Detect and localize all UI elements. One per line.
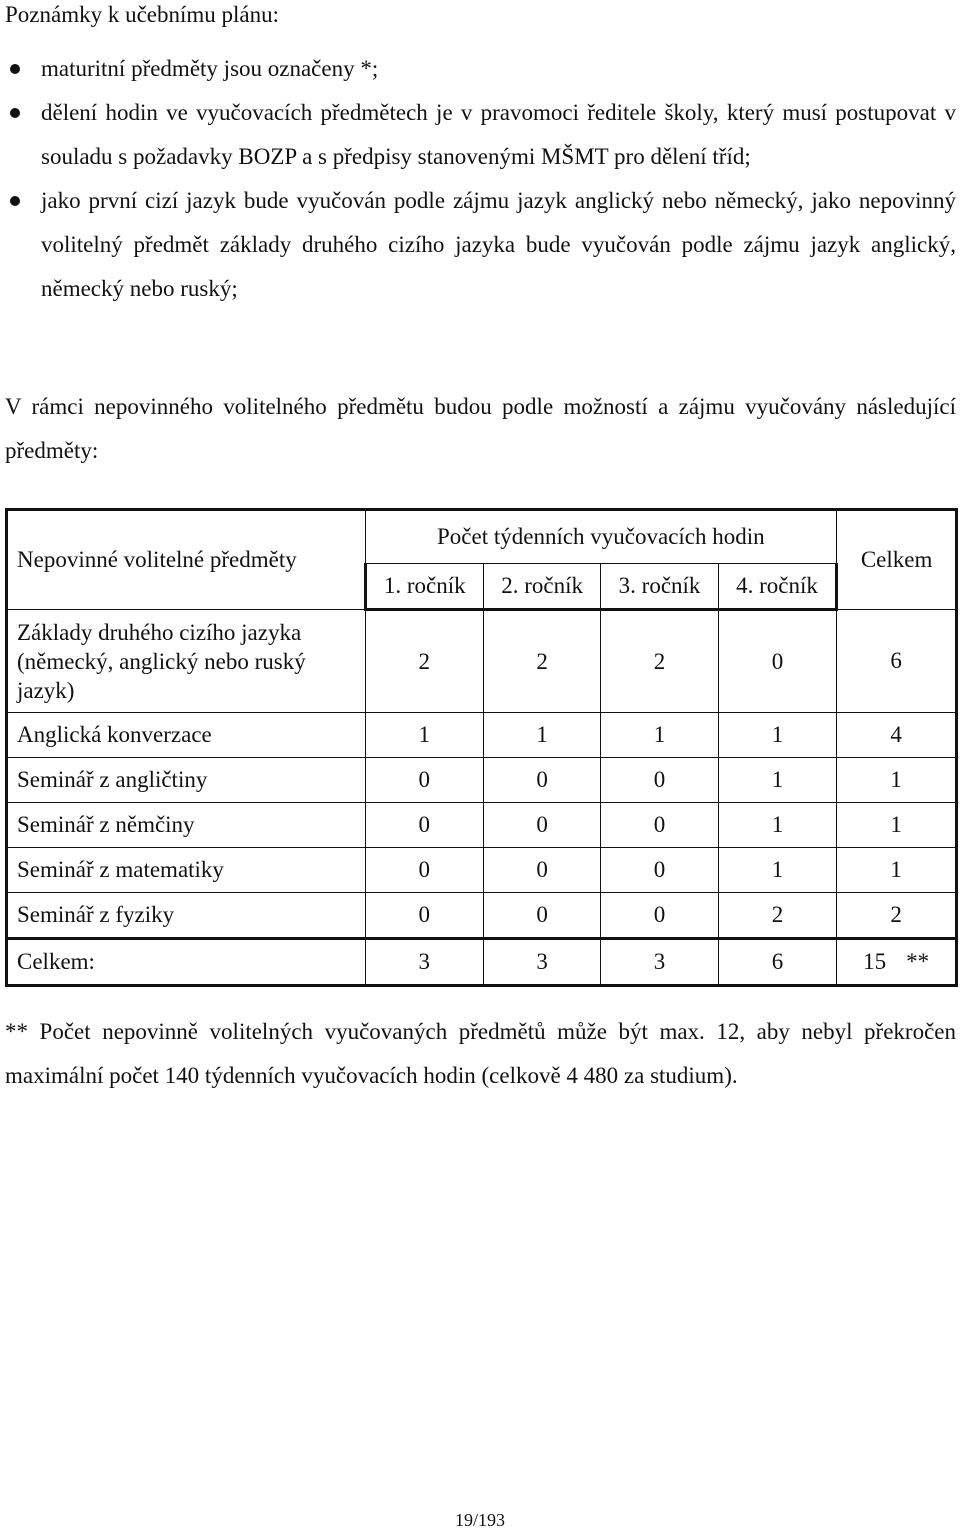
sum-value: 3	[483, 939, 600, 986]
row-value: 0	[365, 893, 483, 939]
row-value: 0	[483, 803, 600, 848]
row-value: 0	[601, 848, 718, 893]
row-subject: Anglická konverzace	[7, 713, 366, 758]
sum-value: 3	[365, 939, 483, 986]
header-year-4: 4. ročník	[718, 564, 836, 610]
row-subject: Seminář z fyziky	[7, 893, 366, 939]
row-value: 0	[365, 848, 483, 893]
table-row	[7, 610, 957, 713]
row-value: 2	[601, 610, 718, 713]
list-item	[0, 91, 956, 179]
header-hours-group: Počet týdenních vyučovacích hodin	[365, 510, 837, 564]
row-value: 0	[601, 758, 718, 803]
row-value: 0	[601, 893, 718, 939]
row-value: 2	[365, 610, 483, 713]
list-item-text: dělení hodin ve vyučovacích předmětech je v pravomoci ředitele školy, který musí postupovat v souladu s požadavky BOZP a s předpisy stanovenými MŠMT pro dělení tříd;	[41, 100, 956, 169]
header-subject: Nepovinné volitelné předměty	[7, 510, 366, 610]
row-value: 1	[483, 713, 600, 758]
row-value: 0	[365, 803, 483, 848]
table-row	[7, 848, 957, 893]
row-value: 1	[718, 758, 836, 803]
row-total: 1	[837, 758, 957, 803]
row-total: 2	[837, 893, 957, 939]
table-row	[7, 713, 957, 758]
subjects-table	[5, 508, 958, 987]
sum-total: 15	[863, 949, 887, 974]
sum-label: Celkem:	[7, 939, 366, 986]
list-item-text: maturitní předměty jsou označeny *;	[41, 56, 379, 81]
sum-value: 3	[601, 939, 718, 986]
footnote: ** Počet nepovinně volitelných vyučovaných předmětů může být max. 12, aby nebyl překročen maximální počet 140 týdenních vyučovacích hodin (celkově 4 480 za studium).	[5, 1019, 956, 1088]
row-value: 0	[483, 848, 600, 893]
row-value: 0	[483, 893, 600, 939]
row-value: 0	[601, 803, 718, 848]
row-total: 4	[837, 713, 957, 758]
sum-marker: **	[906, 949, 930, 974]
row-subject: Seminář z němčiny	[7, 803, 366, 848]
row-value: 1	[718, 803, 836, 848]
row-value: 0	[483, 758, 600, 803]
header-year-3: 3. ročník	[601, 564, 718, 610]
intro-paragraph: V rámci nepovinného volitelného předmětu budou podle možností a zájmu vyučovány následující předměty:	[5, 394, 956, 463]
table-row	[7, 803, 957, 848]
bullet-icon	[10, 196, 20, 206]
bullet-icon	[10, 64, 20, 74]
sum-value: 6	[718, 939, 836, 986]
list-item	[0, 47, 956, 91]
row-total: 1	[837, 803, 957, 848]
row-value: 2	[718, 893, 836, 939]
list-item	[0, 179, 956, 311]
row-value: 1	[365, 713, 483, 758]
page-number: 19/193	[454, 1510, 505, 1530]
row-value: 0	[718, 610, 836, 713]
table-row	[7, 758, 957, 803]
notes-list	[0, 47, 960, 311]
row-value: 1	[718, 713, 836, 758]
row-value: 1	[718, 848, 836, 893]
sum-total-cell	[837, 939, 957, 986]
row-total: 1	[837, 848, 957, 893]
header-total: Celkem	[837, 510, 957, 610]
bullet-icon	[10, 108, 20, 118]
row-subject: Základy druhého cizího jazyka (německý, anglický nebo ruský jazyk)	[7, 610, 366, 713]
row-value: 2	[483, 610, 600, 713]
sum-row	[7, 939, 957, 986]
header-year-2: 2. ročník	[483, 564, 600, 610]
list-item-text: jako první cizí jazyk bude vyučován podle zájmu jazyk anglický nebo německý, jako nepovinný volitelný předmět základy druhého cizího jazyka bude vyučován podle zájmu jazyk anglický, německý nebo ruský;	[41, 188, 956, 301]
row-subject: Seminář z matematiky	[7, 848, 366, 893]
notes-heading: Poznámky k učebnímu plánu:	[5, 2, 280, 27]
header-year-1: 1. ročník	[365, 564, 483, 610]
row-value: 1	[601, 713, 718, 758]
table-row	[7, 893, 957, 939]
row-total: 6	[837, 610, 957, 713]
row-subject: Seminář z angličtiny	[7, 758, 366, 803]
row-value: 0	[365, 758, 483, 803]
